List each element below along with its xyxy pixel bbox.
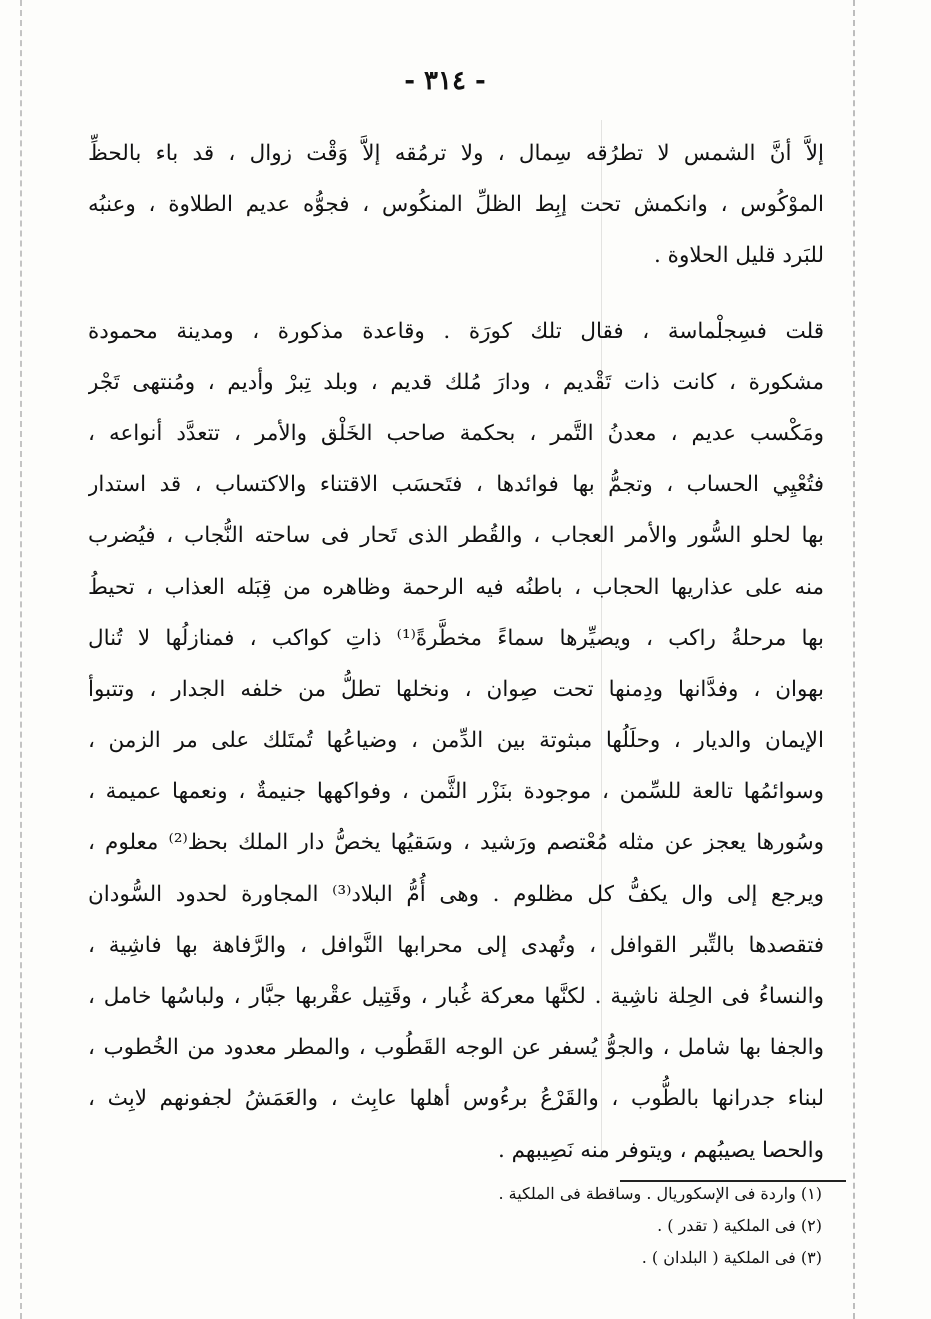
footnote-1: (١) واردة فى الإسكوريال . وساقطة فى الملكية . — [498, 1184, 822, 1203]
text-line: لبناء جدرانها بالطُّوب ، والقَرْعُ برءُوس أهلها عابِث ، والعَمَشُ لجفونهم لابِث ، — [88, 1086, 824, 1112]
text-line: والحصا يصيبُهم ، ويتوفر منه نَصِيبهم . — [497, 1137, 824, 1163]
text-line: الموْكُوس ، وانكمش تحت إبِط الظلِّ المنكُوس ، فجوُّه عديم الطلاوة ، وعنبُه — [88, 192, 824, 218]
text-line: والنساءُ فى الحِلة ناشِية . لكنَّها معركة غُبار ، وقَتِيل عقْربها جبَّار ، ولباسُها خامل ، — [88, 984, 824, 1009]
text-line: بها لحلو السُّور والأمر العجاب ، والقُطر الذى تَحار فى ساحته النُّجاب ، فيُضرب — [88, 523, 824, 549]
text-line: والجفا بها شامل ، والجوُّ يُسفر عن الوجه القَطُوب ، والمطر معدود من الخُطوب ، — [88, 1035, 824, 1061]
text-line: إلاَّ أنَّ الشمس لا تطرُقه سِمال ، ولا ترمُقه إلاَّ وَقْت زوال ، قد باء بالحظِّ — [88, 141, 824, 166]
scan-edge-right — [853, 0, 855, 1319]
text-line: بهوان ، وفدَّانها ودِمنها تحت صِوان ، ونخلها تطلُّ من خلفه الجدار ، وتتبوأ — [88, 676, 824, 702]
text-line: ويرجع إلى وال يكفُّ كل مظلوم . وهى أُمُّ البلاد⁽³⁾ المجاورة لحدود السُّودان — [88, 881, 824, 907]
footnotes — [350, 1178, 822, 1274]
text-line: فتُعْيِي الحساب ، وتجمُّ بها فوائدها ، فتَحسَب الاقتناء والاكتساب ، قد استدار — [88, 472, 824, 498]
text-line: منه على عذاريها الحجاب ، باطنُه فيه الرحمة وظاهره من قِبَله العذاب ، تحيطُ — [88, 574, 824, 600]
text-line: وسوائمُها تالعة للسِّمن ، موجودة بنَزْر الثَّمن ، وفواكهها جنيمةٌ ، ونعمها عميمة ، — [88, 779, 824, 805]
body-text — [88, 128, 824, 1176]
paragraph-2 — [88, 306, 824, 1176]
text-line: بها مرحلةُ راكب ، ويصيِّرها سماءً مخطَّرةً⁽¹⁾ ذاتِ كواكب ، فمنازلُها لا تُنال — [88, 625, 824, 651]
text-line: قلت فسِجلْماسة ، فقال تلك كورَة . وقاعدة مذكورة ، ومدينة محمودة — [88, 318, 824, 344]
paragraph-1 — [88, 128, 824, 282]
text-line: وسُورها يعجز عن مثله مُعْتصم ورَشيد ، وسَقيُها يخصُّ دار الملك بحظ⁽²⁾ معلوم ، — [88, 830, 824, 856]
page-number: - ٣١٤ - — [404, 66, 486, 96]
text-line: مشكورة ، كانت ذات تَقْديم ، ودارَ مُلك قديم ، وبلد تِبرْ وأديم ، ومُنتهى تَجْر — [88, 369, 824, 395]
footnote-3: (٣) فى الملكية ( البلدان ) . — [641, 1248, 822, 1267]
scan-edge-left — [0, 0, 22, 1319]
paragraph-gap — [88, 282, 824, 306]
text-line: ومَكْسب عديم ، معدنُ التَّمر ، بحكمة صاحب الخَلْق والأمر ، تتعدَّد أنواعه ، — [88, 420, 824, 446]
text-line: للبَرد قليل الحلاوة . — [654, 243, 824, 269]
footnote-2: (٢) فى الملكية ( تقدر ) . — [657, 1216, 822, 1235]
text-line: فتقصدها بالتِّبر القوافل ، وتُهدى إلى محرابها النَّوافل ، والرَّفاهة بها فاشِية ، — [88, 932, 824, 958]
text-line: الإيمان والديار ، وحلَلُها مبثوتة بين الدِّمن ، وضياعُها تُمتَلك على مر الزمن ، — [88, 728, 824, 754]
